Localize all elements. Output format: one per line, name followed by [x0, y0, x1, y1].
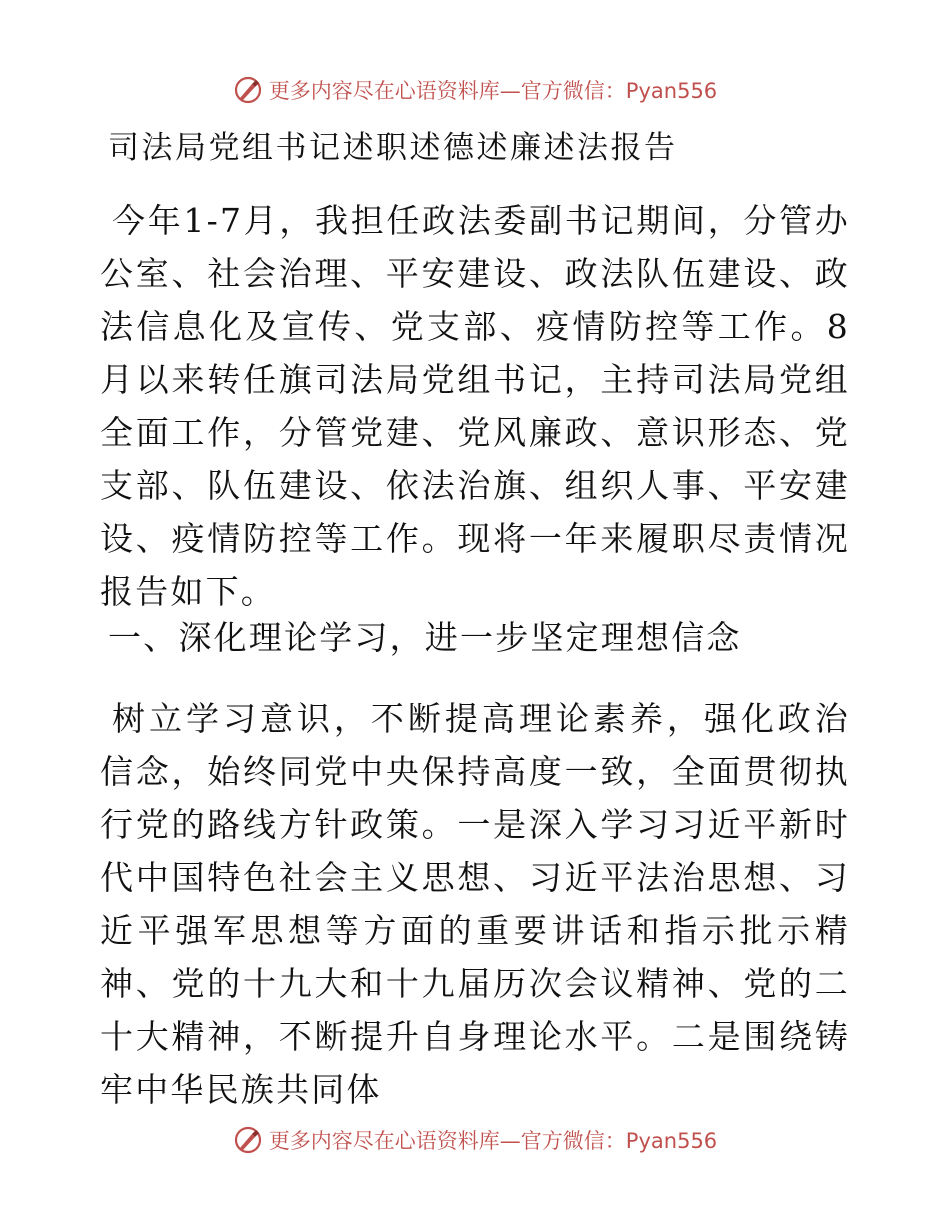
pen-logo-icon	[233, 75, 263, 105]
document-title: 司法局党组书记述职述德述廉述法报告	[108, 130, 678, 166]
section-heading: 一、深化理论学习，进一步坚定理想信念	[108, 618, 742, 657]
footer-watermark	[0, 1120, 950, 1160]
intro-paragraph: 今年1-7月，我担任政法委副书记期间，分管办公室、社会治理、平安建设、政法队伍建设、政法信息化及宣传、党支部、疫情防控等工作。8月以来转任旗司法局党组书记，主持司法局党组全面工作，分管党建、党风廉政、意识形态、党支部、队伍建设、依法治旗、组织人事、平安建设、疫情防控等工作。现将一年来履职尽责情况报告如下。	[100, 201, 850, 611]
section-body-paragraph: 树立学习意识，不断提高理论素养，强化政治信念，始终同党中央保持高度一致，全面贯彻执行党的路线方针政策。一是深入学习习近平新时代中国特色社会主义思想、习近平法治思想、习近平强军思想等方面的重要讲话和指示批示精神、党的十九大和十九届历次会议精神、党的二十大精神，不断提升自身理论水平。二是围绕铸牢中华民族共同体	[100, 699, 850, 1109]
header-watermark	[0, 70, 950, 110]
footer-watermark-text: 更多内容尽在心语资料库—官方微信：Pyan556	[268, 1129, 718, 1153]
header-watermark-text: 更多内容尽在心语资料库—官方微信：Pyan556	[268, 79, 718, 103]
pen-logo-icon	[233, 1125, 263, 1155]
